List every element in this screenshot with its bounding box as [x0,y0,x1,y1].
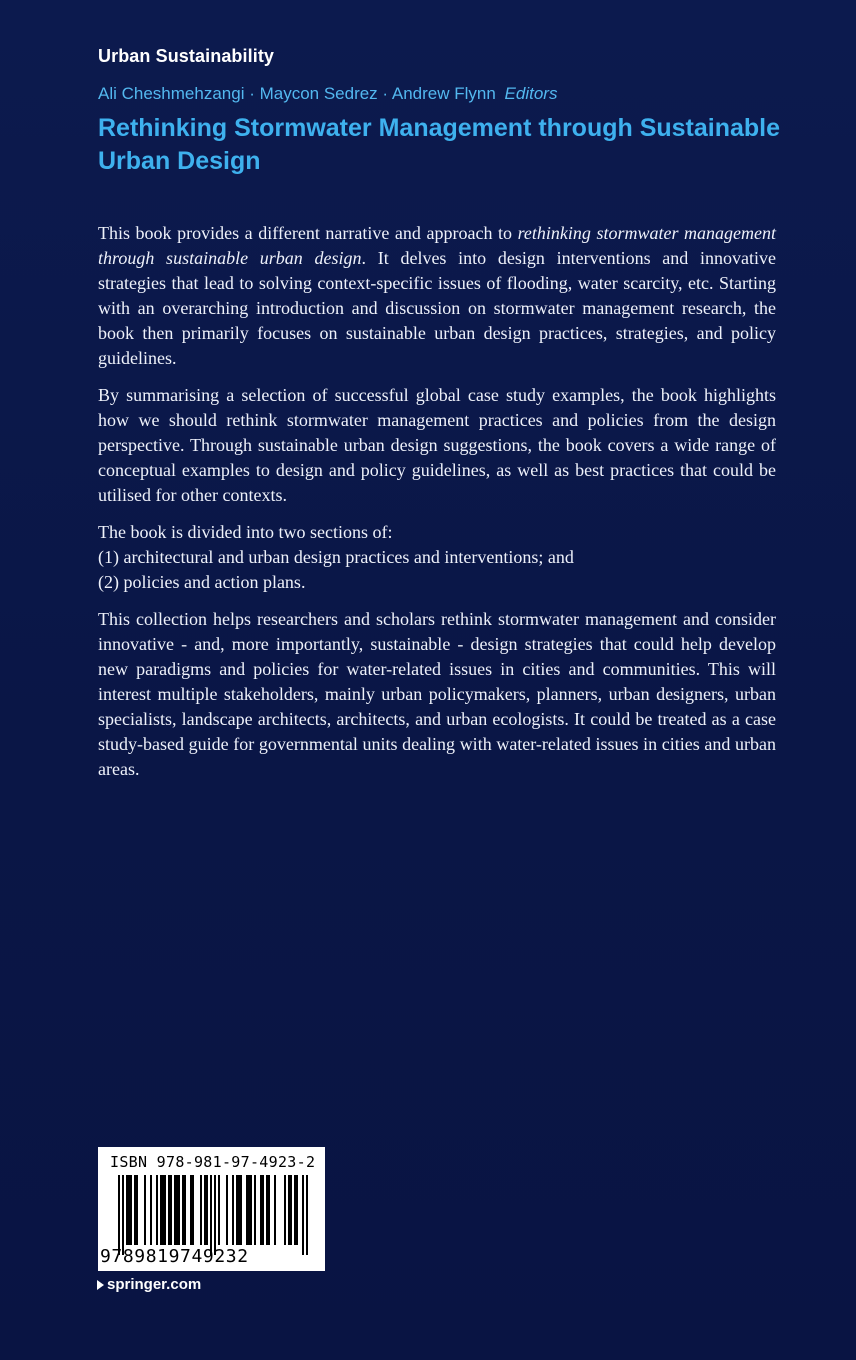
barcode-bar [126,1175,128,1245]
editor-names: Ali Cheshmehzangi · Maycon Sedrez · Andrew Flynn [98,84,496,103]
barcode-bar [128,1175,130,1245]
barcode-bar [232,1175,234,1245]
barcode-bar [130,1175,132,1245]
triangle-right-icon [97,1280,104,1290]
barcode-bar [164,1175,166,1245]
barcode-bar [144,1175,146,1245]
barcode-bar [170,1175,172,1245]
editors-label: Editors [504,84,558,103]
blurb-paragraph-2: By summarising a selection of successful global case study examples, the book highlights how we should rethink stormwater management practices and policies from the design perspective. Through sustainable urban design suggestions, the book covers a wide range of conceptual examples to design and policy guidelines, as well as best practices that could be utilised for other contexts. [98,385,776,505]
editors-line [98,84,557,104]
barcode-bar [288,1175,290,1245]
blurb-paragraph-3 [98,520,776,595]
section-1: (1) architectural and urban design practices and interventions; and [98,547,574,567]
barcode-bar [290,1175,292,1245]
blurb-p1-start: This book provides a different narrative and approach to [98,223,518,243]
barcode-bar [306,1175,308,1255]
blurb-p1-end: . It delves into design interventions and innovative strategies that lead to solving context-specific issues of flooding, water scarcity, etc. Starting with an overarching introduction and discussion on stormwater management research, the book then primarily focuses on sustainable urban design practices, strategies, and policy guidelines. [98,248,776,368]
isbn-barcode [98,1147,325,1271]
barcode-bar [134,1175,136,1245]
barcode-bar [168,1175,170,1245]
barcode-bar [266,1175,268,1245]
barcode-bar [254,1175,256,1245]
book-title: Rethinking Stormwater Management through Sustainable Urban Design [98,114,781,175]
barcode-bar [246,1175,248,1245]
barcode-bar [302,1175,304,1255]
springer-website-link[interactable] [97,1276,201,1293]
blurb-paragraph-4: This collection helps researchers and scholars rethink stormwater management and consider innovative - and, more importantly, sustainable - design strategies that could help develop new paradigms and policies for water-related issues in cities and communities. This will interest multiple stakeholders, mainly urban policymakers, planners, urban designers, urban specialists, landscape architects, architects, and urban ecologists. It could be treated as a case study-based guide for governmental units dealing with water-related issues in cities and urban areas. [98,609,776,779]
barcode-bar [182,1175,184,1245]
barcode-bar [176,1175,178,1245]
website-text: springer.com [107,1276,202,1293]
barcode-bar [184,1175,186,1245]
barcode-bar [162,1175,164,1245]
barcode-bar [190,1175,192,1245]
barcode-bar [214,1175,216,1255]
barcode-bar [248,1175,250,1245]
barcode-bar [236,1175,238,1245]
blurb-paragraph-1 [98,221,776,371]
barcode-bar [274,1175,276,1245]
barcode-bar [192,1175,194,1245]
barcode-bar [206,1175,208,1245]
barcode-bar [204,1175,206,1245]
barcode-bar [178,1175,180,1245]
barcode-bar [284,1175,286,1245]
isbn-label: ISBN 978-981-97-4923-2 [110,1153,316,1171]
series-name: Urban Sustainability [98,46,275,66]
barcode-bar [122,1175,124,1255]
section-2: (2) policies and action plans. [98,572,306,592]
barcode-bar [238,1175,240,1245]
barcode-bar [160,1175,162,1245]
barcode-bar [200,1175,202,1245]
blurb-p1-emphasis: rethinking stormwater management through sustainable urban design [98,223,777,268]
barcode-bar [226,1175,228,1245]
barcode-bar [150,1175,152,1245]
barcode-bar [296,1175,298,1245]
barcode-bar [118,1175,120,1255]
barcode-bar [262,1175,264,1245]
barcode-bar [218,1175,220,1245]
barcode-bar [156,1175,158,1245]
barcode-bar [174,1175,176,1245]
barcode-bar [136,1175,138,1245]
sections-intro: The book is divided into two sections of: [98,522,393,542]
barcode-digits: 9789819749232 [100,1246,249,1267]
barcode-bar [210,1175,212,1255]
barcode-bar [294,1175,296,1245]
barcode-bar [268,1175,270,1245]
blurb [98,221,776,794]
barcode-bar [260,1175,262,1245]
barcode-bar [250,1175,252,1245]
barcode-bar [240,1175,242,1245]
